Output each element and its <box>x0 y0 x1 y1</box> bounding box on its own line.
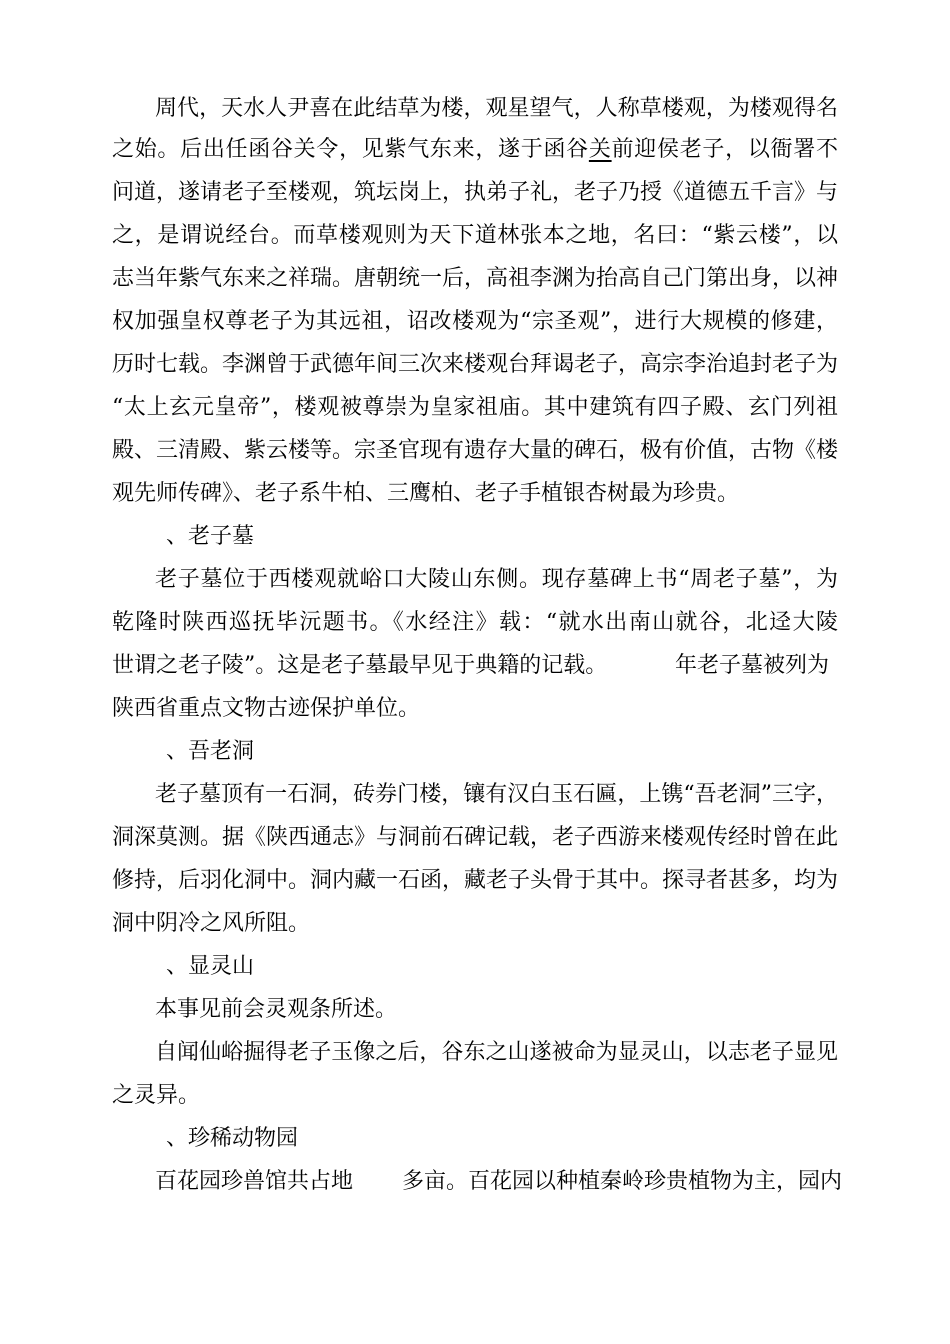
paragraph-line: 乾隆时陕西巡抚毕沅题书。《水经注》载：“就水出南山就谷，北迳大陵 <box>112 610 838 635</box>
underlined-text: 关 <box>588 137 612 162</box>
paragraph-line: 之，是谓说经台。而草楼观则为天下道林张本之地，名曰：“紫云楼”，以 <box>112 223 838 248</box>
paragraph-line: 权加强皇权尊老子为其远祖，诏改楼观为“宗圣观”，进行大规模的修建， <box>112 309 838 334</box>
section-heading: 、吾老洞 <box>166 739 255 764</box>
paragraph-line: 世谓之老子陵”。这是老子墓最早见于典籍的记载。 <box>112 653 608 678</box>
section-heading: 、显灵山 <box>166 954 255 979</box>
paragraph-line: 志当年紫气东来之祥瑞。唐朝统一后，高祖李渊为抬高自己门第出身，以神 <box>112 266 838 291</box>
section-heading: 、老子墓 <box>166 524 255 549</box>
paragraph-line: 之灵异。 <box>112 1083 201 1108</box>
section-heading: 、珍稀动物园 <box>166 1126 299 1151</box>
paragraph-line: 自闻仙峪掘得老子玉像之后，谷东之山遂被命为显灵山，以志老子显见 <box>155 1040 838 1065</box>
paragraph-line: 周代，天水人尹喜在此结草为楼，观星望气，人称草楼观，为楼观得名 <box>155 96 838 121</box>
paragraph-line: 观先师传碑》、老子系牛柏、三鹰柏、老子手植银杏树最为珍贵。 <box>112 481 740 506</box>
paragraph-line: 洞深莫测。据《陕西通志》与洞前石碑记载，老子西游来楼观传经时曾在此 <box>112 825 838 850</box>
paragraph-line <box>112 135 838 165</box>
paragraph-line: 年老子墓被列为 <box>675 653 830 678</box>
paragraph-line: “太上玄元皇帝”，楼观被尊崇为皇家祖庙。其中建筑有四子殿、玄门列祖 <box>112 395 838 420</box>
paragraph-line: 历时七载。李渊曾于武德年间三次来楼观台拜谒老子，高宗李治追封老子为 <box>112 352 838 377</box>
paragraph-line: 老子墓位于西楼观就峪口大陵山东侧。现存墓碑上书“周老子墓”，为 <box>155 567 838 592</box>
paragraph-line: 多亩。百花园以种植秦岭珍贵植物为主，园内 <box>402 1169 843 1194</box>
paragraph-line: 老子墓顶有一石洞，砖券门楼，镶有汉白玉石匾，上镌“吾老洞”三字， <box>155 782 838 807</box>
paragraph-line: 百花园珍兽馆共占地 <box>155 1169 354 1194</box>
paragraph-line: 洞中阴冷之风所阻。 <box>112 911 311 936</box>
paragraph-line: 陕西省重点文物古迹保护单位。 <box>112 696 421 721</box>
text-segment: 之始。后出任函谷关令，见紫气东来，遂于函谷 <box>112 137 589 162</box>
paragraph-line: 殿、三清殿、紫云楼等。宗圣官现有遗存大量的碑石，极有价值，古物《楼 <box>112 438 838 463</box>
paragraph-line: 问道，遂请老子至楼观，筑坛岗上，执弟子礼，老子乃授《道德五千言》与 <box>112 180 838 205</box>
text-segment: 前迎侯老子，以衙署不 <box>611 137 838 162</box>
paragraph-line: 本事见前会灵观条所述。 <box>155 997 398 1022</box>
paragraph-line: 修持，后羽化洞中。洞内藏一石函，藏老子头骨于其中。探寻者甚多，均为 <box>112 868 838 893</box>
